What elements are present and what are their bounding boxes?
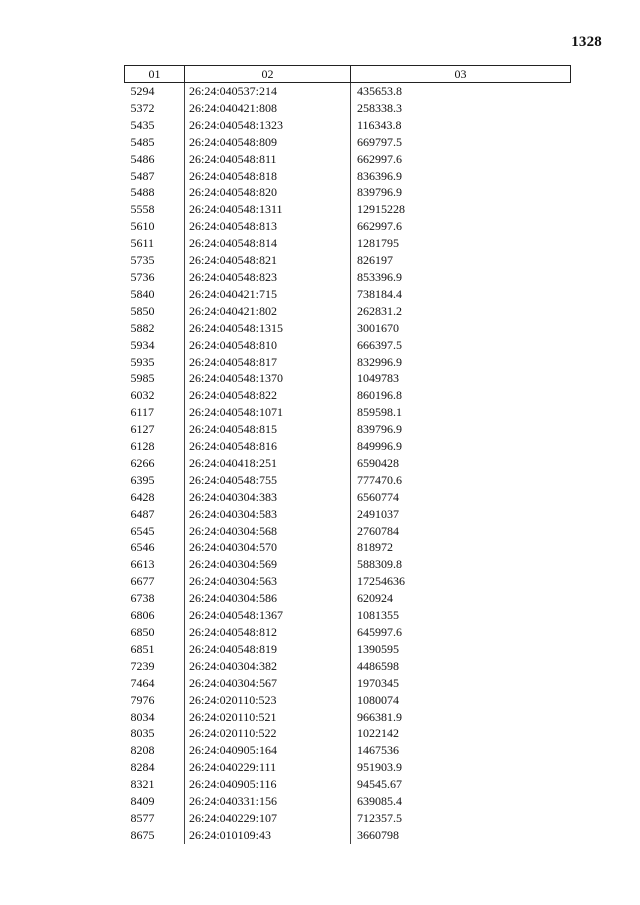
cell-number: 5985 bbox=[130, 371, 155, 386]
cell-value: 836396.9 bbox=[351, 168, 571, 185]
cell-cadastral-id: 26:24:040548:1370 bbox=[185, 370, 351, 387]
cell-cadastral-id: 26:24:040304:567 bbox=[185, 675, 351, 692]
table-row bbox=[125, 472, 571, 489]
cell-value: 818972 bbox=[351, 539, 571, 556]
cell-number: 5882 bbox=[130, 320, 155, 335]
cell-number: 5294 bbox=[130, 84, 155, 98]
cell-value: 839796.9 bbox=[351, 184, 571, 201]
cell-cadastral-id: 26:24:040548:820 bbox=[185, 184, 351, 201]
cell-value: 860196.8 bbox=[351, 387, 571, 404]
cell-cadastral-id: 26:24:040548:1311 bbox=[185, 201, 351, 218]
table-row bbox=[125, 168, 571, 185]
table-row bbox=[125, 370, 571, 387]
cell-value: 1281795 bbox=[351, 235, 571, 252]
cell-value: 17254636 bbox=[351, 573, 571, 590]
data-table bbox=[124, 65, 571, 844]
cell-number: 8321 bbox=[130, 777, 155, 792]
cell-number: 5372 bbox=[130, 100, 155, 115]
cell-value: 116343.8 bbox=[351, 117, 571, 134]
cell-number: 5486 bbox=[130, 151, 155, 166]
table-row bbox=[125, 455, 571, 472]
table-row bbox=[125, 641, 571, 658]
cell-number: 5735 bbox=[130, 253, 155, 268]
table-row bbox=[125, 438, 571, 455]
cell-value: 738184.4 bbox=[351, 286, 571, 303]
cell-cadastral-id: 26:24:040905:116 bbox=[185, 776, 351, 793]
table-row bbox=[125, 523, 571, 540]
cell-number: 6545 bbox=[130, 523, 155, 538]
table-row bbox=[125, 404, 571, 421]
cell-cadastral-id: 26:24:040548:1315 bbox=[185, 320, 351, 337]
cell-cadastral-id: 26:24:040229:107 bbox=[185, 810, 351, 827]
cell-cadastral-id: 26:24:040548:812 bbox=[185, 624, 351, 641]
column-header-01: 01 bbox=[125, 66, 185, 83]
cell-value: 666397.5 bbox=[351, 337, 571, 354]
cell-cadastral-id: 26:24:040421:715 bbox=[185, 286, 351, 303]
cell-value: 1467536 bbox=[351, 742, 571, 759]
cell-value: 1081355 bbox=[351, 607, 571, 624]
cell-cadastral-id: 26:24:020110:522 bbox=[185, 725, 351, 742]
cell-number: 7239 bbox=[130, 658, 155, 673]
cell-value: 262831.2 bbox=[351, 303, 571, 320]
cell-cadastral-id: 26:24:040548:1323 bbox=[185, 117, 351, 134]
cell-value: 645997.6 bbox=[351, 624, 571, 641]
cell-number: 6806 bbox=[130, 608, 155, 623]
cell-value: 669797.5 bbox=[351, 134, 571, 151]
cell-cadastral-id: 26:24:040548:809 bbox=[185, 134, 351, 151]
cell-number: 8577 bbox=[130, 810, 155, 825]
cell-value: 951903.9 bbox=[351, 759, 571, 776]
table-row bbox=[125, 489, 571, 506]
table-row bbox=[125, 83, 571, 100]
cell-cadastral-id: 26:24:040548:815 bbox=[185, 421, 351, 438]
table-row bbox=[125, 117, 571, 134]
cell-value: 662997.6 bbox=[351, 151, 571, 168]
table-row bbox=[125, 675, 571, 692]
table-row bbox=[125, 184, 571, 201]
cell-cadastral-id: 26:24:040304:383 bbox=[185, 489, 351, 506]
table-row bbox=[125, 201, 571, 218]
cell-cadastral-id: 26:24:040548:819 bbox=[185, 641, 351, 658]
cell-cadastral-id: 26:24:040548:810 bbox=[185, 337, 351, 354]
table-row bbox=[125, 810, 571, 827]
cell-cadastral-id: 26:24:040905:164 bbox=[185, 742, 351, 759]
cell-cadastral-id: 26:24:040548:816 bbox=[185, 438, 351, 455]
cell-number: 6266 bbox=[130, 455, 155, 470]
table-row bbox=[125, 776, 571, 793]
cell-number: 6117 bbox=[130, 405, 155, 420]
cell-cadastral-id: 26:24:040548:818 bbox=[185, 168, 351, 185]
cell-cadastral-id: 26:24:040548:755 bbox=[185, 472, 351, 489]
cell-number: 5610 bbox=[130, 219, 155, 234]
cell-cadastral-id: 26:24:040331:156 bbox=[185, 793, 351, 810]
cell-number: 5850 bbox=[130, 303, 155, 318]
cell-cadastral-id: 26:24:040548:1367 bbox=[185, 607, 351, 624]
cell-value: 712357.5 bbox=[351, 810, 571, 827]
cell-number: 6738 bbox=[130, 591, 155, 606]
cell-value: 6560774 bbox=[351, 489, 571, 506]
table-row bbox=[125, 692, 571, 709]
table-row bbox=[125, 337, 571, 354]
cell-number: 6127 bbox=[130, 422, 155, 437]
column-header-03: 03 bbox=[351, 66, 571, 83]
table-body bbox=[125, 83, 571, 844]
table-row bbox=[125, 421, 571, 438]
cell-cadastral-id: 26:24:040418:251 bbox=[185, 455, 351, 472]
cell-cadastral-id: 26:24:040304:586 bbox=[185, 590, 351, 607]
cell-number: 5488 bbox=[130, 185, 155, 200]
cell-number: 5736 bbox=[130, 269, 155, 284]
cell-value: 1049783 bbox=[351, 370, 571, 387]
cell-value: 258338.3 bbox=[351, 100, 571, 117]
table-row bbox=[125, 539, 571, 556]
cell-value: 777470.6 bbox=[351, 472, 571, 489]
table-row bbox=[125, 252, 571, 269]
cell-value: 3660798 bbox=[351, 827, 571, 844]
cell-value: 662997.6 bbox=[351, 218, 571, 235]
table-header-row bbox=[125, 66, 571, 83]
cell-number: 7464 bbox=[130, 675, 155, 690]
cell-cadastral-id: 26:24:040304:382 bbox=[185, 658, 351, 675]
table-row bbox=[125, 725, 571, 742]
cell-value: 6590428 bbox=[351, 455, 571, 472]
cell-value: 853396.9 bbox=[351, 269, 571, 286]
cell-value: 1022142 bbox=[351, 725, 571, 742]
cell-number: 5611 bbox=[130, 236, 155, 251]
table-row bbox=[125, 607, 571, 624]
cell-cadastral-id: 26:24:040548:823 bbox=[185, 269, 351, 286]
cell-cadastral-id: 26:24:040548:814 bbox=[185, 235, 351, 252]
cell-number: 6546 bbox=[130, 540, 155, 555]
cell-number: 8034 bbox=[130, 709, 155, 724]
cell-value: 588309.8 bbox=[351, 556, 571, 573]
cell-number: 8675 bbox=[130, 827, 155, 842]
table-row bbox=[125, 590, 571, 607]
page-number: 1328 bbox=[571, 34, 602, 50]
cell-cadastral-id: 26:24:040304:583 bbox=[185, 506, 351, 523]
table-row bbox=[125, 269, 571, 286]
column-header-02: 02 bbox=[185, 66, 351, 83]
data-table-container bbox=[124, 65, 570, 844]
table-row bbox=[125, 286, 571, 303]
cell-cadastral-id: 26:24:040421:802 bbox=[185, 303, 351, 320]
cell-cadastral-id: 26:24:010109:43 bbox=[185, 827, 351, 844]
cell-number: 6032 bbox=[130, 388, 155, 403]
cell-value: 620924 bbox=[351, 590, 571, 607]
cell-value: 2491037 bbox=[351, 506, 571, 523]
cell-cadastral-id: 26:24:040229:111 bbox=[185, 759, 351, 776]
cell-value: 1080074 bbox=[351, 692, 571, 709]
cell-number: 8284 bbox=[130, 760, 155, 775]
cell-number: 6613 bbox=[130, 557, 155, 572]
table-row bbox=[125, 742, 571, 759]
cell-cadastral-id: 26:24:020110:521 bbox=[185, 709, 351, 726]
table-row bbox=[125, 827, 571, 844]
table-row bbox=[125, 573, 571, 590]
cell-cadastral-id: 26:24:040537:214 bbox=[185, 83, 351, 100]
table-row bbox=[125, 506, 571, 523]
table-header bbox=[125, 66, 571, 83]
cell-value: 639085.4 bbox=[351, 793, 571, 810]
cell-number: 6428 bbox=[130, 489, 155, 504]
cell-number: 6677 bbox=[130, 574, 155, 589]
table-row bbox=[125, 658, 571, 675]
cell-value: 839796.9 bbox=[351, 421, 571, 438]
cell-number: 6487 bbox=[130, 506, 155, 521]
cell-number: 6851 bbox=[130, 641, 155, 656]
cell-value: 435653.8 bbox=[351, 83, 571, 100]
cell-number: 7976 bbox=[130, 692, 155, 707]
table-row bbox=[125, 759, 571, 776]
cell-number: 5485 bbox=[130, 134, 155, 149]
cell-number: 6850 bbox=[130, 625, 155, 639]
cell-value: 832996.9 bbox=[351, 354, 571, 371]
table-row bbox=[125, 218, 571, 235]
cell-cadastral-id: 26:24:040548:821 bbox=[185, 252, 351, 269]
cell-value: 12915228 bbox=[351, 201, 571, 218]
cell-cadastral-id: 26:24:040304:570 bbox=[185, 539, 351, 556]
cell-cadastral-id: 26:24:040304:569 bbox=[185, 556, 351, 573]
table-row bbox=[125, 624, 571, 641]
table-row bbox=[125, 320, 571, 337]
cell-number: 5840 bbox=[130, 286, 155, 301]
cell-cadastral-id: 26:24:040548:811 bbox=[185, 151, 351, 168]
cell-cadastral-id: 26:24:040548:817 bbox=[185, 354, 351, 371]
cell-number: 8035 bbox=[130, 726, 155, 741]
cell-cadastral-id: 26:24:040548:822 bbox=[185, 387, 351, 404]
cell-value: 94545.67 bbox=[351, 776, 571, 793]
cell-cadastral-id: 26:24:040421:808 bbox=[185, 100, 351, 117]
cell-value: 849996.9 bbox=[351, 438, 571, 455]
cell-number: 8409 bbox=[130, 794, 155, 809]
table-row bbox=[125, 134, 571, 151]
cell-cadastral-id: 26:24:020110:523 bbox=[185, 692, 351, 709]
cell-cadastral-id: 26:24:040548:813 bbox=[185, 218, 351, 235]
cell-number: 5934 bbox=[130, 337, 155, 352]
cell-value: 3001670 bbox=[351, 320, 571, 337]
table-row bbox=[125, 387, 571, 404]
cell-cadastral-id: 26:24:040548:1071 bbox=[185, 404, 351, 421]
cell-value: 966381.9 bbox=[351, 709, 571, 726]
cell-number: 5435 bbox=[130, 117, 155, 132]
table-row bbox=[125, 151, 571, 168]
cell-number: 8208 bbox=[130, 743, 155, 758]
table-row bbox=[125, 303, 571, 320]
cell-cadastral-id: 26:24:040304:568 bbox=[185, 523, 351, 540]
table-row bbox=[125, 556, 571, 573]
cell-value: 826197 bbox=[351, 252, 571, 269]
cell-number: 5558 bbox=[130, 202, 155, 217]
cell-number: 5487 bbox=[130, 168, 155, 183]
table-row bbox=[125, 354, 571, 371]
cell-value: 859598.1 bbox=[351, 404, 571, 421]
cell-value: 4486598 bbox=[351, 658, 571, 675]
table-row bbox=[125, 709, 571, 726]
cell-value: 1970345 bbox=[351, 675, 571, 692]
cell-value: 2760784 bbox=[351, 523, 571, 540]
cell-value: 1390595 bbox=[351, 641, 571, 658]
cell-number: 6395 bbox=[130, 472, 155, 487]
table-row bbox=[125, 235, 571, 252]
table-row bbox=[125, 793, 571, 810]
table-row bbox=[125, 100, 571, 117]
cell-number: 6128 bbox=[130, 439, 155, 454]
cell-number: 5935 bbox=[130, 354, 155, 369]
cell-cadastral-id: 26:24:040304:563 bbox=[185, 573, 351, 590]
